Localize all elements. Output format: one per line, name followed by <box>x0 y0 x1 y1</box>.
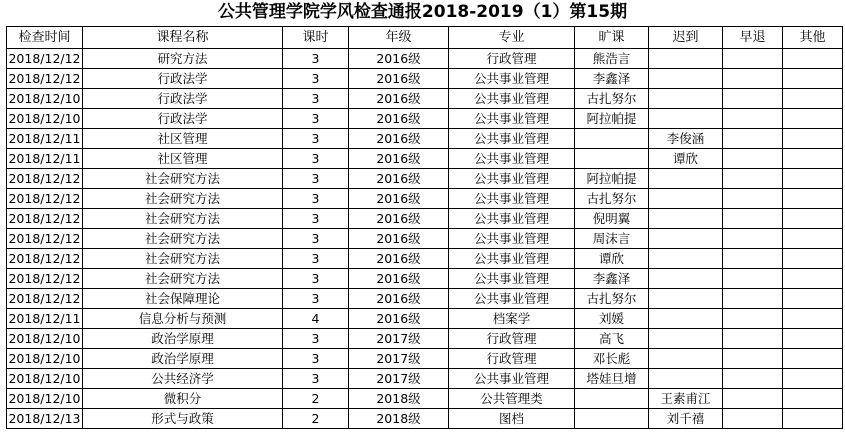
cell-absent: 古扎努尔 <box>575 89 649 109</box>
cell-early-leave <box>723 389 783 409</box>
table-row <box>7 189 843 209</box>
cell-absent: 邓长彪 <box>575 349 649 369</box>
cell-late <box>649 49 723 69</box>
cell-major: 公共事业管理 <box>449 129 575 149</box>
table-row <box>7 349 843 369</box>
cell-class-hours: 3 <box>283 329 349 349</box>
cell-absent <box>575 389 649 409</box>
cell-late <box>649 209 723 229</box>
table-row <box>7 289 843 309</box>
column-header-class-hours: 课时 <box>283 27 349 49</box>
column-header-absent: 旷课 <box>575 27 649 49</box>
cell-late: 王素甫江 <box>649 389 723 409</box>
cell-absent: 周沫言 <box>575 229 649 249</box>
cell-major: 行政管理 <box>449 329 575 349</box>
cell-class-hours: 3 <box>283 69 349 89</box>
cell-grade: 2016级 <box>349 169 449 189</box>
table-row <box>7 89 843 109</box>
cell-check-time: 2018/12/12 <box>7 209 83 229</box>
column-header-early-leave: 早退 <box>723 27 783 49</box>
cell-class-hours: 3 <box>283 149 349 169</box>
cell-class-hours: 3 <box>283 209 349 229</box>
cell-other <box>783 269 843 289</box>
cell-absent: 古扎努尔 <box>575 189 649 209</box>
cell-grade: 2016级 <box>349 89 449 109</box>
column-header-course-name: 课程名称 <box>83 27 283 49</box>
cell-class-hours: 3 <box>283 49 349 69</box>
cell-class-hours: 3 <box>283 369 349 389</box>
cell-early-leave <box>723 149 783 169</box>
column-header-major: 专业 <box>449 27 575 49</box>
cell-late <box>649 109 723 129</box>
cell-class-hours: 3 <box>283 289 349 309</box>
cell-check-time: 2018/12/10 <box>7 389 83 409</box>
table-row <box>7 129 843 149</box>
table-row <box>7 309 843 329</box>
cell-grade: 2016级 <box>349 269 449 289</box>
table-row <box>7 209 843 229</box>
cell-absent: 熊浩言 <box>575 49 649 69</box>
cell-major: 公共事业管理 <box>449 229 575 249</box>
cell-course-name: 微积分 <box>83 389 283 409</box>
cell-grade: 2016级 <box>349 249 449 269</box>
cell-check-time: 2018/12/12 <box>7 69 83 89</box>
cell-absent: 李鑫泽 <box>575 269 649 289</box>
cell-absent: 高飞 <box>575 329 649 349</box>
cell-early-leave <box>723 309 783 329</box>
column-header-other: 其他 <box>783 27 843 49</box>
cell-major: 公共事业管理 <box>449 89 575 109</box>
cell-check-time: 2018/12/12 <box>7 49 83 69</box>
cell-check-time: 2018/12/12 <box>7 289 83 309</box>
cell-late <box>649 229 723 249</box>
cell-course-name: 社会研究方法 <box>83 229 283 249</box>
cell-late <box>649 349 723 369</box>
cell-major: 公共事业管理 <box>449 169 575 189</box>
cell-course-name: 政治学原理 <box>83 349 283 369</box>
cell-course-name: 社会研究方法 <box>83 209 283 229</box>
cell-class-hours: 3 <box>283 249 349 269</box>
cell-other <box>783 309 843 329</box>
cell-other <box>783 69 843 89</box>
cell-class-hours: 3 <box>283 109 349 129</box>
cell-other <box>783 369 843 389</box>
cell-grade: 2016级 <box>349 209 449 229</box>
cell-class-hours: 2 <box>283 409 349 429</box>
cell-grade: 2016级 <box>349 189 449 209</box>
cell-check-time: 2018/12/10 <box>7 109 83 129</box>
cell-other <box>783 109 843 129</box>
cell-early-leave <box>723 69 783 89</box>
cell-other <box>783 89 843 109</box>
cell-class-hours: 2 <box>283 389 349 409</box>
table-row <box>7 329 843 349</box>
cell-early-leave <box>723 109 783 129</box>
cell-early-leave <box>723 409 783 429</box>
cell-course-name: 社会研究方法 <box>83 169 283 189</box>
table-row <box>7 169 843 189</box>
cell-check-time: 2018/12/12 <box>7 229 83 249</box>
cell-major: 公共事业管理 <box>449 149 575 169</box>
cell-absent: 古扎努尔 <box>575 289 649 309</box>
cell-early-leave <box>723 129 783 149</box>
cell-other <box>783 329 843 349</box>
cell-late: 谭欣 <box>649 149 723 169</box>
cell-course-name: 社会研究方法 <box>83 269 283 289</box>
cell-early-leave <box>723 249 783 269</box>
cell-early-leave <box>723 329 783 349</box>
cell-late <box>649 89 723 109</box>
column-header-grade: 年级 <box>349 27 449 49</box>
table-body <box>7 49 843 429</box>
table-header <box>7 27 843 49</box>
cell-check-time: 2018/12/10 <box>7 369 83 389</box>
cell-class-hours: 3 <box>283 269 349 289</box>
table-header-row <box>7 27 843 49</box>
cell-other <box>783 189 843 209</box>
cell-grade: 2017级 <box>349 329 449 349</box>
cell-early-leave <box>723 89 783 109</box>
cell-major: 公共管理类 <box>449 389 575 409</box>
cell-major: 公共事业管理 <box>449 269 575 289</box>
cell-late <box>649 329 723 349</box>
cell-early-leave <box>723 169 783 189</box>
cell-class-hours: 3 <box>283 89 349 109</box>
cell-check-time: 2018/12/13 <box>7 409 83 429</box>
cell-class-hours: 4 <box>283 309 349 329</box>
cell-course-name: 社区管理 <box>83 149 283 169</box>
cell-grade: 2017级 <box>349 369 449 389</box>
cell-absent: 谭欣 <box>575 249 649 269</box>
cell-absent: 阿拉帕提 <box>575 169 649 189</box>
cell-other <box>783 149 843 169</box>
cell-absent: 李鑫泽 <box>575 69 649 89</box>
cell-absent: 塔娃旦增 <box>575 369 649 389</box>
cell-grade: 2016级 <box>349 109 449 129</box>
cell-absent: 倪明翼 <box>575 209 649 229</box>
cell-major: 图档 <box>449 409 575 429</box>
cell-early-leave <box>723 49 783 69</box>
cell-other <box>783 49 843 69</box>
cell-grade: 2016级 <box>349 289 449 309</box>
cell-course-name: 行政法学 <box>83 109 283 129</box>
cell-other <box>783 289 843 309</box>
column-header-late: 迟到 <box>649 27 723 49</box>
table-row <box>7 49 843 69</box>
cell-check-time: 2018/12/10 <box>7 89 83 109</box>
cell-other <box>783 349 843 369</box>
cell-late <box>649 369 723 389</box>
cell-major: 公共事业管理 <box>449 209 575 229</box>
cell-late <box>649 269 723 289</box>
table-row <box>7 409 843 429</box>
cell-early-leave <box>723 369 783 389</box>
table-row <box>7 269 843 289</box>
cell-major: 行政管理 <box>449 349 575 369</box>
attendance-report-table <box>6 26 843 429</box>
cell-course-name: 研究方法 <box>83 49 283 69</box>
cell-grade: 2017级 <box>349 349 449 369</box>
cell-major: 行政管理 <box>449 49 575 69</box>
cell-check-time: 2018/12/12 <box>7 269 83 289</box>
cell-class-hours: 3 <box>283 169 349 189</box>
table-row <box>7 229 843 249</box>
cell-other <box>783 169 843 189</box>
cell-late: 刘千禧 <box>649 409 723 429</box>
cell-course-name: 行政法学 <box>83 69 283 89</box>
cell-late <box>649 289 723 309</box>
cell-check-time: 2018/12/11 <box>7 309 83 329</box>
cell-class-hours: 3 <box>283 229 349 249</box>
cell-course-name: 形式与政策 <box>83 409 283 429</box>
cell-absent <box>575 149 649 169</box>
cell-check-time: 2018/12/10 <box>7 329 83 349</box>
column-header-check-time: 检查时间 <box>7 27 83 49</box>
cell-course-name: 公共经济学 <box>83 369 283 389</box>
cell-grade: 2016级 <box>349 309 449 329</box>
cell-course-name: 社会研究方法 <box>83 249 283 269</box>
cell-absent <box>575 409 649 429</box>
cell-class-hours: 3 <box>283 129 349 149</box>
cell-late <box>649 249 723 269</box>
cell-course-name: 信息分析与预测 <box>83 309 283 329</box>
cell-absent: 阿拉帕提 <box>575 109 649 129</box>
cell-check-time: 2018/12/12 <box>7 169 83 189</box>
cell-grade: 2016级 <box>349 129 449 149</box>
cell-late <box>649 189 723 209</box>
cell-other <box>783 129 843 149</box>
cell-check-time: 2018/12/12 <box>7 189 83 209</box>
cell-other <box>783 249 843 269</box>
table-row <box>7 369 843 389</box>
cell-grade: 2016级 <box>349 49 449 69</box>
cell-late: 李俊涵 <box>649 129 723 149</box>
cell-major: 公共事业管理 <box>449 109 575 129</box>
page-title: 公共管理学院学风检查通报2018-2019（1）第15期 <box>217 2 628 22</box>
cell-late <box>649 309 723 329</box>
cell-check-time: 2018/12/10 <box>7 349 83 369</box>
table-row <box>7 149 843 169</box>
cell-check-time: 2018/12/11 <box>7 129 83 149</box>
cell-absent <box>575 129 649 149</box>
cell-major: 公共事业管理 <box>449 69 575 89</box>
cell-grade: 2016级 <box>349 69 449 89</box>
table-row <box>7 249 843 269</box>
cell-check-time: 2018/12/12 <box>7 249 83 269</box>
cell-early-leave <box>723 349 783 369</box>
cell-course-name: 社会保障理论 <box>83 289 283 309</box>
cell-class-hours: 3 <box>283 349 349 369</box>
cell-course-name: 社区管理 <box>83 129 283 149</box>
cell-other <box>783 389 843 409</box>
cell-early-leave <box>723 289 783 309</box>
cell-early-leave <box>723 269 783 289</box>
cell-grade: 2018级 <box>349 389 449 409</box>
cell-major: 公共事业管理 <box>449 189 575 209</box>
cell-other <box>783 409 843 429</box>
cell-grade: 2018级 <box>349 409 449 429</box>
cell-course-name: 行政法学 <box>83 89 283 109</box>
cell-major: 档案学 <box>449 309 575 329</box>
cell-major: 公共事业管理 <box>449 289 575 309</box>
cell-major: 公共事业管理 <box>449 369 575 389</box>
cell-late <box>649 169 723 189</box>
cell-early-leave <box>723 189 783 209</box>
cell-grade: 2016级 <box>349 149 449 169</box>
cell-other <box>783 209 843 229</box>
cell-early-leave <box>723 209 783 229</box>
cell-course-name: 社会研究方法 <box>83 189 283 209</box>
cell-check-time: 2018/12/11 <box>7 149 83 169</box>
cell-other <box>783 229 843 249</box>
cell-absent: 刘媛 <box>575 309 649 329</box>
table-row <box>7 389 843 409</box>
cell-major: 公共事业管理 <box>449 249 575 269</box>
table-row <box>7 69 843 89</box>
table-row <box>7 109 843 129</box>
cell-grade: 2016级 <box>349 229 449 249</box>
cell-course-name: 政治学原理 <box>83 329 283 349</box>
cell-class-hours: 3 <box>283 189 349 209</box>
cell-late <box>649 69 723 89</box>
cell-early-leave <box>723 229 783 249</box>
